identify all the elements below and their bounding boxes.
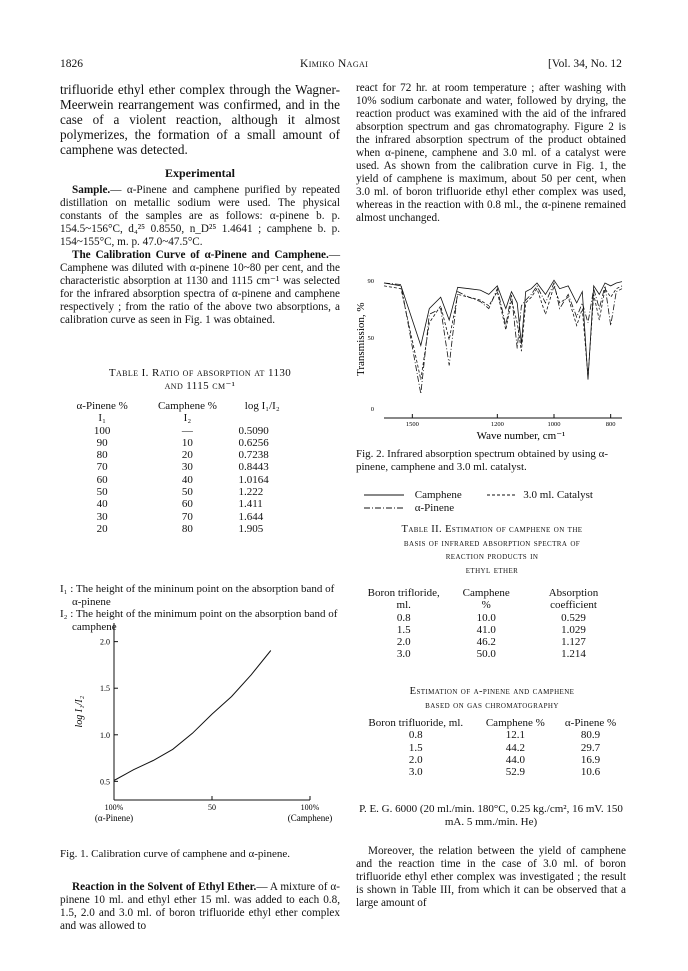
table2-header-0: Boron trifloride, ml. <box>367 587 440 612</box>
table1-cell: 1.905 <box>238 522 264 535</box>
x-tick-label: 1200 <box>490 421 504 428</box>
table2-cell: 2.0 <box>396 636 411 649</box>
table2-cell: 3.0 <box>396 648 411 661</box>
sample-label: Sample. <box>72 184 111 196</box>
table1-note-1: I₁ : The height of the mininum point on the absorption band of α-pinene <box>60 583 335 608</box>
table1-cell: 90 <box>96 436 108 449</box>
figure2-legend <box>364 489 629 515</box>
legend-pinene: α-Pinene <box>414 502 455 514</box>
table3-cell: 52.9 <box>505 766 525 779</box>
table-row <box>62 486 292 498</box>
figure2-caption: Fig. 2. Infrared absorption spectrum obtained by using α-pinene, camphene and 3.0 ml. catalyst. <box>356 448 608 473</box>
calibration-paragraph <box>60 249 340 327</box>
table2-cell: 41.0 <box>476 623 496 636</box>
x-tick-label: 1000 <box>547 421 561 428</box>
table3-cell: 44.0 <box>505 753 525 766</box>
table-row <box>62 474 292 486</box>
moreover-text: Moreover, the relation between the yield of camphene and the reaction time in the case of 3.0 ml. of boron trifluoride ethyl ether complex was investigated ; the result is shown in Table III, from which it can be observed that a large amount of <box>356 845 626 909</box>
table1-cell: 40 <box>181 473 193 486</box>
table1-cell: 30 <box>181 461 193 474</box>
table-row <box>356 624 626 636</box>
y-tick-label: 1.5 <box>100 684 110 694</box>
table2-cell: 0.529 <box>561 611 586 624</box>
table1-cell: 1.411 <box>238 498 263 511</box>
calibration-curve <box>114 651 271 781</box>
reaction-label: Reaction in the Solvent of Ethyl Ether. <box>72 881 257 893</box>
table2-title-line1: Table II. Estimation of camphene on the <box>401 524 583 535</box>
moreover-paragraph <box>356 845 626 910</box>
table3-title-line2: based on gas chromatography <box>425 699 559 711</box>
y-tick-label: 2.0 <box>100 637 110 647</box>
table1-note-2: I₂ : The height of the minimum point on the absorption band of camphene <box>60 608 338 633</box>
table1-title-line1: Table I. Ratio of absorption at 1130 <box>108 367 292 379</box>
x-tick-label: 100% <box>300 803 320 812</box>
table-row <box>356 742 626 754</box>
x-tick-label: 1500 <box>405 421 419 428</box>
figure1-calibration-chart <box>60 615 340 845</box>
table1-header-1: Camphene % <box>157 400 217 412</box>
table3-title <box>352 685 632 712</box>
table-row <box>62 449 292 461</box>
left-column <box>60 82 340 327</box>
y-tick-label: 50 <box>367 335 374 342</box>
page-number: 1826 <box>60 58 83 70</box>
table1-cell: 70 <box>96 461 108 474</box>
table2-cell: 50.0 <box>476 648 496 661</box>
table-row <box>356 648 626 660</box>
table1-cell: 80 <box>181 522 193 535</box>
table1-subheader-1: I₂ <box>183 412 192 425</box>
x-end-label-camphene: (Camphene) <box>287 813 333 823</box>
sample-text: — α-Pinene and camphene purified by repeated distillation on metallic sodium were used. The physical constants of the samples are as follows: α-pinene b. p. 154.5~156°C, d₄²⁵ 0.8550, n_D²⁵ 1.4641 ; camphene b. p. 154~155°C, m. p. 47.0~47.5°C. <box>60 184 340 248</box>
table2-cell: 46.2 <box>476 636 496 649</box>
table1-cell: 0.8443 <box>238 461 269 474</box>
reaction-text: — A mixture of α-pinene 10 ml. and ethyl ether 15 ml. was added to each 0.8, 1.5, 2.0 and 3.0 ml. of boron trifluoride ethyl ether complex and was allowed to <box>60 881 341 932</box>
table1-cell: 30 <box>96 510 108 523</box>
table1-cell: 0.6256 <box>238 436 269 449</box>
running-author: Kimiko Nagai <box>300 58 369 70</box>
section-heading-experimental: Experimental <box>165 166 235 180</box>
table1-cell: 10 <box>181 436 193 449</box>
right-intro-paragraph: react for 72 hr. at room temperature ; after washing with 10% sodium carbonate and water, followed by drying, the reaction product was examined with the aid of the infrared absorption spectrum and gas chromatography. Figure 2 is the infrared absorption spectrum of the product obtained when α-pinene, camphene and 3.0 ml. of a catalyst were used. As shown from the calibration curve in Fig. 1, the yield of camphene is maximum, about 50 per cent, when 3.0 ml. of boron trifluoride ethyl ether complex was used, whereas in the reaction with 0.8 ml., the α-pinene remained almost unchanged. <box>356 82 626 224</box>
table2-cell: 0.8 <box>396 611 411 624</box>
table2 <box>356 587 626 661</box>
spectrum-series-0 <box>384 280 622 379</box>
table-row <box>62 498 292 510</box>
table1-cell: 80 <box>96 449 108 462</box>
volume-info: [Vol. 34, No. 12 <box>548 58 622 70</box>
table-row <box>356 729 626 741</box>
table1-cell: 70 <box>181 510 193 523</box>
legend-row-2 <box>364 502 629 515</box>
legend-line-solid <box>364 491 404 499</box>
table1-cell: 0.7238 <box>238 449 269 462</box>
table-row <box>62 425 292 437</box>
right-column <box>356 82 626 225</box>
table1-header-2: log I₁/I₂ <box>244 400 280 412</box>
table3-note: P. E. G. 6000 (20 ml./min. 180°C, 0.25 kg./cm², 16 mV. 150 mA. 5 mm./min. He) <box>359 803 623 828</box>
table2-header-1: Camphene % <box>462 587 510 612</box>
spectrum-series-2 <box>384 283 622 394</box>
table-row <box>356 636 626 648</box>
table3-cell: 16.9 <box>580 753 601 766</box>
legend-row-1 <box>364 489 629 502</box>
table1-cell: 60 <box>181 498 193 511</box>
calibration-label: The Calibration Curve of α-Pinene and Camphene. <box>72 249 329 261</box>
table3-cell: 44.2 <box>505 741 525 754</box>
table2-cell: 1.127 <box>561 636 586 649</box>
table3-header-0: Boron trifluoride, ml. <box>368 717 464 729</box>
y-tick-label: 90 <box>367 278 374 286</box>
table2-title-line3: reaction products in <box>445 551 539 562</box>
y-tick-label: 0.5 <box>100 777 110 787</box>
table3-cell: 1.5 <box>408 741 423 754</box>
table3-cell: 29.7 <box>580 741 601 754</box>
table1-cell: 40 <box>96 498 108 511</box>
table3-cell: 12.1 <box>505 729 525 742</box>
table1-cell: 100 <box>93 424 111 437</box>
table-row <box>356 766 626 778</box>
table2-cell: 1.029 <box>561 623 586 636</box>
table3 <box>356 717 626 778</box>
legend-catalyst: 3.0 ml. Catalyst <box>523 489 593 501</box>
table1-cell: 60 <box>96 473 108 486</box>
table3-cell: 10.6 <box>580 766 601 779</box>
figure2-ir-spectrum <box>352 258 628 444</box>
table1-cell: 1.222 <box>238 486 264 499</box>
spectrum-series-1 <box>384 286 622 380</box>
table3-header-2: α-Pinene % <box>564 717 617 729</box>
table3-cell: 80.9 <box>580 729 601 742</box>
table1-title-line2: and 1115 cm⁻¹ <box>164 380 236 392</box>
x-tick-label: 50 <box>208 803 216 812</box>
table3-cell: 3.0 <box>408 766 423 779</box>
calibration-text: —Camphene was diluted with α-pinene 10~80 per cent, and the characteristic absorption at 1130 and 1115 cm⁻¹ was selected for the infrared absorption spectra of α-pinene and camphene respectively ; from the ratio of the above two absorptions, a calibration curve as seen in Fig. 1 was obtained. <box>60 249 340 326</box>
y-axis-label: log I₁/I₂ <box>74 695 85 728</box>
table1-cell: 1.0164 <box>238 473 269 486</box>
table1-header-0: α-Pinene % <box>76 400 128 412</box>
table1-cell: 50 <box>96 486 108 499</box>
x-axis-label: Wave number, cm⁻¹ <box>476 430 566 442</box>
y-axis-label: Transmission, % <box>355 302 367 376</box>
x-tick-label: 100% <box>104 803 124 812</box>
legend-camphene: Camphene <box>414 489 462 501</box>
table-row <box>62 511 292 523</box>
legend-line-dashed <box>487 491 515 499</box>
reaction-paragraph <box>60 881 340 933</box>
table1 <box>62 400 292 535</box>
table1-cell: 0.5090 <box>238 424 269 437</box>
table2-cell: 1.214 <box>561 648 586 661</box>
table2-header-2: Absorption coefficient <box>548 587 599 612</box>
intro-paragraph: trifluoride ethyl ether complex through the Wagner-Meerwein rearrangement was confirmed, and in the case of a violent reaction, although it almost polymerizes, the formation of a small amount of camphene was detected. <box>60 82 340 157</box>
table-row <box>62 437 292 449</box>
table-row <box>62 461 292 473</box>
table2-title-line4: ethyl ether <box>465 564 519 576</box>
table-row <box>62 523 292 535</box>
table1-cell: — <box>181 424 193 437</box>
table-row <box>356 754 626 766</box>
table2-cell: 10.0 <box>476 611 496 624</box>
x-tick-label: 800 <box>605 421 616 428</box>
y-tick-label: 1.0 <box>100 730 110 740</box>
x-end-label-pinene: (α-Pinene) <box>94 813 134 823</box>
table1-cell: 50 <box>181 486 193 499</box>
table2-title-line2: basis of infrared absorption spectra of <box>403 537 581 549</box>
table3-title-line1: Estimation of α-pinene and camphene <box>409 686 575 697</box>
table2-cell: 1.5 <box>396 623 411 636</box>
table2-title <box>352 523 632 577</box>
figure1-caption: Fig. 1. Calibration curve of camphene and α-pinene. <box>60 848 290 860</box>
y-tick-label: 0 <box>370 406 374 413</box>
table1-cell: 20 <box>96 522 108 535</box>
sample-paragraph <box>60 184 340 249</box>
table3-header-1: Camphene % <box>485 717 545 729</box>
table1-subheader-0: I₁ <box>98 412 106 425</box>
table1-cell: 1.644 <box>238 510 264 523</box>
table-row <box>356 612 626 624</box>
table1-title <box>60 367 340 393</box>
table3-cell: 2.0 <box>408 753 423 766</box>
legend-line-dashdot <box>364 504 404 512</box>
table1-cell: 20 <box>181 449 193 462</box>
table3-cell: 0.8 <box>408 729 423 742</box>
table1-subheader-2 <box>232 412 292 424</box>
